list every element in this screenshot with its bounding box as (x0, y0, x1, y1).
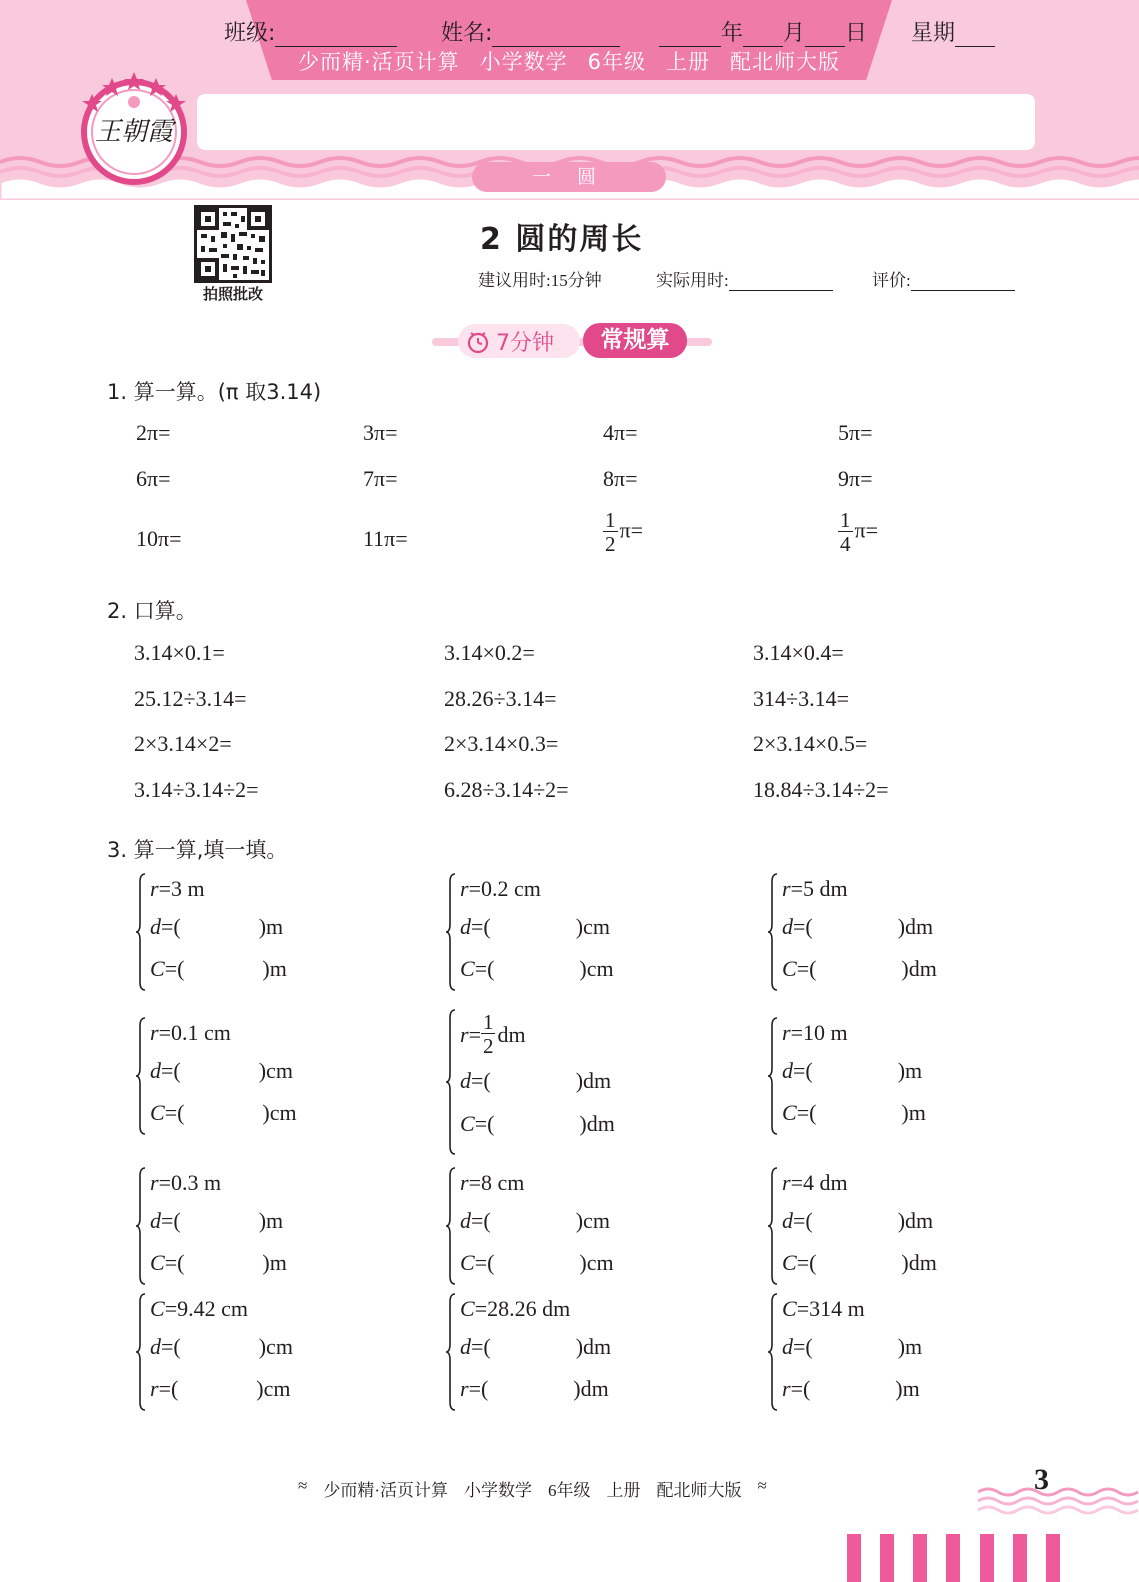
footer-wave-icon: ≈ (757, 1476, 767, 1495)
week-label: 星期 (911, 21, 956, 46)
answer-line (460, 1208, 610, 1234)
footer-stripe (946, 1534, 960, 1582)
series-subject: 小学数学 (479, 50, 568, 74)
equals-sign: = (790, 876, 803, 901)
series-title (246, 46, 892, 76)
q2-title: 2. 口算。 (107, 599, 197, 623)
answer-line (150, 1100, 297, 1126)
answer-line (782, 1058, 922, 1084)
equals-sign: = (158, 1020, 171, 1045)
equals-open-paren: =( (161, 1334, 181, 1359)
class-blank[interactable] (275, 25, 397, 47)
answer-line (150, 1208, 283, 1234)
answer-line (460, 1250, 614, 1276)
left-brace-icon (136, 1016, 150, 1136)
variable-name: C (460, 1296, 475, 1321)
year-label: 年 (721, 21, 744, 46)
footer-stripe (913, 1534, 927, 1582)
equals-open-paren: =( (796, 1100, 817, 1125)
q1-item: 8π= (603, 466, 638, 491)
left-brace-icon (768, 872, 782, 992)
q1-item: 4π= (603, 420, 638, 445)
fraction-tail: π= (854, 517, 879, 543)
series-volume: 上册 (666, 50, 711, 74)
left-brace-icon (446, 872, 460, 992)
given-value: 10 m (802, 1020, 848, 1045)
q2-item: 314÷3.14= (753, 686, 849, 711)
variable-name: d (460, 1334, 471, 1359)
footer-series (298, 1476, 767, 1501)
actual-time-label: 实际用时: (656, 271, 729, 290)
circle-system (136, 872, 426, 992)
q2-item: 3.14×0.1= (134, 640, 225, 665)
student-info-bar (197, 94, 1035, 150)
close-paren-unit: )m (895, 1376, 920, 1401)
given-value-line (782, 1296, 865, 1322)
name-blank[interactable] (492, 25, 620, 47)
circle-system (768, 1016, 1058, 1136)
month-blank[interactable] (743, 25, 783, 47)
circle-system (446, 1008, 736, 1156)
equals-sign: = (790, 1170, 803, 1195)
given-value-line (460, 1012, 526, 1057)
q1-item: 6π= (136, 466, 171, 491)
actual-time-field (656, 266, 833, 291)
close-paren-unit: )cm (256, 1376, 291, 1401)
given-value: 5 dm (802, 876, 848, 901)
footer-stripe (847, 1534, 861, 1582)
variable-name: r (460, 1021, 469, 1047)
answer-line (150, 1250, 287, 1276)
given-value-line (150, 1296, 248, 1322)
equals-open-paren: =( (793, 914, 813, 939)
fraction-numerator: 1 (840, 508, 851, 532)
q1-fraction-item (838, 510, 878, 555)
answer-line (782, 1334, 922, 1360)
equals-open-paren: =( (164, 956, 185, 981)
series-edition: 配北师大版 (730, 50, 841, 74)
given-value-line (460, 1170, 524, 1196)
close-paren-unit: )dm (579, 1111, 615, 1136)
q1-title: 1. 算一算。(π 取3.14) (107, 380, 322, 404)
suggested-time: 建议用时:15分钟 (478, 271, 602, 290)
circle-system (768, 1166, 1058, 1286)
close-paren-unit: )m (258, 914, 284, 939)
left-brace-icon (136, 872, 150, 992)
day-blank[interactable] (805, 25, 845, 47)
variable-name: d (460, 914, 471, 939)
given-value-line (150, 1020, 231, 1046)
equals-open-paren: =( (796, 1250, 817, 1275)
class-label: 班级: (224, 21, 276, 46)
unit-label: 一 圆 (472, 162, 666, 192)
circle-system (446, 872, 736, 992)
clock-icon (466, 330, 490, 354)
close-paren-unit: )cm (262, 1100, 297, 1125)
left-brace-icon (446, 1008, 460, 1156)
publisher-logo (78, 68, 190, 188)
equals-sign: = (790, 1020, 803, 1045)
close-paren-unit: )dm (901, 1250, 937, 1275)
series-name: 少而精·活页计算 (297, 50, 460, 74)
q2-item: 3.14÷3.14÷2= (134, 777, 259, 802)
section-time: 7分钟 (496, 331, 554, 356)
close-paren-unit: )cm (258, 1058, 293, 1083)
close-paren-unit: )m (897, 1334, 923, 1359)
variable-name: d (150, 914, 161, 939)
circle-system (768, 1292, 1058, 1412)
footer-series-name: 少而精·活页计算 (323, 1481, 449, 1500)
fraction-denominator: 2 (605, 532, 616, 556)
day-label: 日 (845, 21, 868, 46)
q2-item: 28.26÷3.14= (444, 686, 557, 711)
close-paren-unit: )cm (575, 914, 610, 939)
variable-name: d (150, 1334, 161, 1359)
equals-open-paren: =( (790, 1376, 811, 1401)
close-paren-unit: )dm (897, 1208, 934, 1233)
equals-sign: = (158, 876, 171, 901)
section-tag: 常规算 (583, 323, 687, 358)
given-value-line (460, 1296, 570, 1322)
equals-sign: = (796, 1296, 810, 1321)
date-field (659, 16, 995, 47)
variable-name: d (782, 1208, 793, 1233)
variable-name: r (150, 876, 159, 901)
equals-open-paren: =( (474, 956, 495, 981)
answer-line (782, 1250, 937, 1276)
equals-sign: = (474, 1296, 488, 1321)
close-paren-unit: )dm (897, 914, 934, 939)
variable-name: r (150, 1020, 159, 1045)
given-value: 0.1 cm (170, 1020, 231, 1045)
equals-open-paren: =( (471, 1068, 491, 1093)
variable-name: r (782, 1020, 791, 1045)
q2-item: 2×3.14×0.3= (444, 731, 559, 756)
left-brace-icon (768, 1292, 782, 1412)
q1-item: 10π= (136, 526, 182, 551)
variable-name: r (460, 1376, 469, 1401)
close-paren-unit: )m (262, 956, 287, 981)
equals-open-paren: =( (161, 1058, 181, 1083)
fraction-denominator: 4 (840, 532, 851, 556)
variable-name: d (460, 1208, 471, 1233)
variable-name: d (150, 1058, 161, 1083)
answer-line (782, 1100, 926, 1126)
footer-wave-decoration (978, 1484, 1139, 1516)
q2-item: 2×3.14×2= (134, 731, 232, 756)
answer-line (460, 1376, 609, 1402)
q1-item: 9π= (838, 466, 873, 491)
variable-name: C (150, 1296, 165, 1321)
q2-item: 25.12÷3.14= (134, 686, 247, 711)
class-field (224, 16, 397, 47)
close-paren-unit: )dm (573, 1376, 609, 1401)
circle-system (446, 1292, 736, 1412)
answer-line (150, 956, 287, 982)
q2-item: 3.14×0.4= (753, 640, 844, 665)
variable-name: C (150, 1250, 165, 1275)
equals-open-paren: =( (158, 1376, 179, 1401)
given-value-line (150, 1170, 221, 1196)
actual-time-blank[interactable] (729, 271, 833, 291)
evaluation-field (872, 266, 1015, 291)
left-brace-icon (136, 1166, 150, 1286)
week-blank[interactable] (955, 25, 995, 47)
logo-text: 王朝霞 (94, 117, 174, 147)
footer-edition: 配北师大版 (656, 1481, 742, 1500)
equals-open-paren: =( (161, 1208, 181, 1233)
qr-label: 拍照批改 (202, 285, 263, 303)
variable-name: r (782, 1170, 791, 1195)
q2-item: 2×3.14×0.5= (753, 731, 868, 756)
variable-name: d (782, 1334, 793, 1359)
fraction-tail: π= (619, 517, 644, 543)
answer-line (782, 914, 933, 940)
left-brace-icon (446, 1166, 460, 1286)
variable-name: C (460, 1111, 475, 1136)
q1-fraction-item (603, 510, 643, 555)
variable-name: C (782, 1100, 797, 1125)
q3-title: 3. 算一算,填一填。 (107, 838, 288, 862)
answer-line (150, 914, 283, 940)
given-value-line (782, 876, 848, 902)
variable-name: r (150, 1376, 159, 1401)
equals-open-paren: =( (474, 1111, 495, 1136)
answer-line (460, 1111, 615, 1137)
q1-item: 3π= (363, 420, 398, 445)
answer-line (460, 914, 610, 940)
close-paren-unit: )dm (575, 1068, 612, 1093)
variable-name: d (782, 914, 793, 939)
q2-item: 6.28÷3.14÷2= (444, 777, 569, 802)
left-brace-icon (768, 1166, 782, 1286)
close-paren-unit: )dm (901, 956, 937, 981)
equals-open-paren: =( (793, 1334, 813, 1359)
given-value: 8 cm (480, 1170, 525, 1195)
answer-line (460, 1334, 611, 1360)
circle-system (136, 1016, 426, 1136)
evaluation-blank[interactable] (911, 271, 1015, 291)
footer-stripe (1046, 1534, 1060, 1582)
equals-open-paren: =( (471, 1334, 491, 1359)
given-value: 28.26 dm (487, 1296, 571, 1321)
variable-name: C (460, 956, 475, 981)
variable-name: C (782, 1296, 797, 1321)
variable-name: r (782, 876, 791, 901)
equals-sign: = (164, 1296, 178, 1321)
equals-open-paren: =( (164, 1250, 185, 1275)
answer-line (460, 1068, 611, 1094)
given-value-line (782, 1170, 848, 1196)
equals-open-paren: =( (164, 1100, 185, 1125)
variable-name: d (782, 1058, 793, 1083)
year-blank[interactable] (659, 25, 721, 47)
variable-name: r (460, 876, 469, 901)
variable-name: r (460, 1170, 469, 1195)
equals-sign: = (468, 1170, 481, 1195)
q1-item: 2π= (136, 420, 171, 445)
unit-text: dm (497, 1021, 526, 1047)
equals-open-paren: =( (796, 956, 817, 981)
qr-code-icon[interactable] (194, 205, 272, 283)
equals-open-paren: =( (793, 1208, 813, 1233)
fraction-denominator: 2 (482, 1034, 494, 1058)
evaluation-label: 评价: (872, 271, 911, 290)
footer-wave-icon: ≈ (298, 1476, 308, 1495)
q1-item: 11π= (363, 526, 408, 551)
variable-name: C (150, 1100, 165, 1125)
close-paren-unit: )cm (575, 1208, 610, 1233)
variable-name: d (150, 1208, 161, 1233)
close-paren-unit: )m (901, 1100, 926, 1125)
footer-stripe (980, 1534, 994, 1582)
equals-open-paren: =( (793, 1058, 813, 1083)
variable-name: r (782, 1376, 791, 1401)
equals-open-paren: =( (471, 914, 491, 939)
lesson-title: 2 圆的周长 (480, 222, 644, 257)
close-paren-unit: )cm (579, 956, 614, 981)
close-paren-unit: )dm (575, 1334, 612, 1359)
equals-open-paren: =( (474, 1250, 495, 1275)
close-paren-unit: )m (897, 1058, 923, 1083)
variable-name: r (150, 1170, 159, 1195)
circle-system (446, 1166, 736, 1286)
variable-name: C (150, 956, 165, 981)
equals-open-paren: =( (468, 1376, 489, 1401)
given-value: 3 m (170, 876, 205, 901)
equals-sign: = (468, 1021, 481, 1047)
given-value: 314 m (809, 1296, 865, 1321)
circle-system (136, 1292, 426, 1412)
name-label: 姓名: (441, 21, 493, 46)
given-value-line (460, 876, 541, 902)
variable-name: C (460, 1250, 475, 1275)
footer-grade: 6年级 (548, 1481, 591, 1500)
close-paren-unit: )cm (579, 1250, 614, 1275)
circle-system (768, 872, 1058, 992)
answer-line (782, 956, 937, 982)
variable-name: d (460, 1068, 471, 1093)
answer-line (460, 956, 614, 982)
footer-subject: 小学数学 (464, 1481, 533, 1500)
equals-sign: = (468, 876, 481, 901)
close-paren-unit: )m (258, 1208, 284, 1233)
footer-stripe (1013, 1534, 1027, 1582)
month-label: 月 (783, 21, 806, 46)
circle-system (136, 1166, 426, 1286)
given-value: 9.42 cm (177, 1296, 248, 1321)
fraction-numerator: 1 (482, 1010, 494, 1034)
q2-item: 18.84÷3.14÷2= (753, 777, 889, 802)
footer-volume: 上册 (606, 1481, 641, 1500)
left-brace-icon (136, 1292, 150, 1412)
answer-line (782, 1376, 920, 1402)
given-value: 4 dm (802, 1170, 848, 1195)
left-brace-icon (768, 1016, 782, 1136)
answer-line (782, 1208, 933, 1234)
equals-open-paren: =( (471, 1208, 491, 1233)
given-value-line (782, 1020, 848, 1046)
answer-line (150, 1058, 293, 1084)
variable-name: C (782, 1250, 797, 1275)
equals-sign: = (158, 1170, 171, 1195)
given-value-line (150, 876, 205, 902)
series-grade: 6年级 (587, 50, 647, 74)
q2-item: 3.14×0.2= (444, 640, 535, 665)
q1-item: 5π= (838, 420, 873, 445)
variable-name: C (782, 956, 797, 981)
close-paren-unit: )cm (258, 1334, 293, 1359)
close-paren-unit: )m (262, 1250, 287, 1275)
given-value: 0.3 m (170, 1170, 222, 1195)
answer-line (150, 1334, 293, 1360)
given-value: 0.2 cm (480, 876, 541, 901)
name-field (441, 16, 620, 47)
fraction-numerator: 1 (605, 508, 616, 532)
footer-stripe (880, 1534, 894, 1582)
left-brace-icon (446, 1292, 460, 1412)
equals-open-paren: =( (161, 914, 181, 939)
page-number: 3 (1034, 1463, 1049, 1496)
q1-item: 7π= (363, 466, 398, 491)
answer-line (150, 1376, 291, 1402)
